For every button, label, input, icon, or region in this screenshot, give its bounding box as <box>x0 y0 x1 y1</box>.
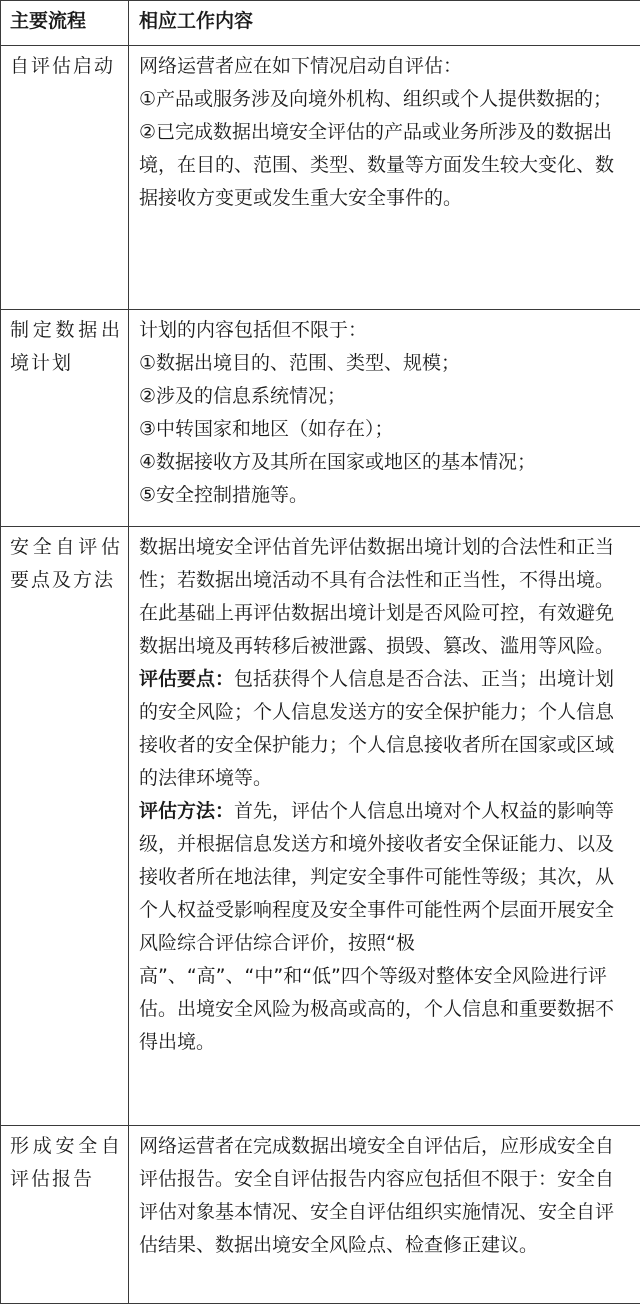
content-paragraph: 计划的内容包括但不限于： <box>139 314 632 347</box>
content-paragraph: 网络运营者应在如下情况启动自评估： <box>139 50 632 83</box>
stage-cell: 制定数据出境计划 <box>1 310 129 527</box>
stage-cell: 安全自评估要点及方法 <box>1 527 129 1126</box>
content-paragraph: ②已完成数据出境安全评估的产品或业务所涉及的数据出境，在目的、范围、类型、数量等方面发生较大变化、数据接收方变更或发生重大安全事件的。 <box>139 116 632 215</box>
assessment-methods-text: 首先，评估个人信息出境对个人权益的影响等级，并根据信息发送方和境外接收者安全保证能力、以及接收者所在地法律，判定安全事件可能性等级；其次，从个人权益受影响程度及安全事件可能性两个层面开展安全风险综合评估综合评价，按照“极高”、“高”、“中”和“低”四个等级对整体安全风险进行评估。出境安全风险为极高或高的，个人信息和重要数据不得出境。 <box>139 800 614 1053</box>
assessment-points-label: 评估要点： <box>139 668 234 690</box>
content-cell <box>129 310 640 527</box>
content-paragraph: 网络运营者在完成数据出境安全自评估后，应形成安全自评估报告。安全自评估报告内容应包括但不限于：安全自评估对象基本情况、安全自评估组织实施情况、安全自评估结果、数据出境安全风险点、检查修正建议。 <box>139 1130 632 1262</box>
header-work-content: 相应工作内容 <box>129 1 640 46</box>
table-row <box>1 1126 640 1304</box>
stage-cell: 形成安全自评估报告 <box>1 1126 129 1304</box>
content-paragraph: ①产品或服务涉及向境外机构、组织或个人提供数据的； <box>139 83 632 116</box>
content-paragraph: ①数据出境目的、范围、类型、规模； <box>139 347 632 380</box>
table-row <box>1 310 640 527</box>
header-main-process: 主要流程 <box>1 1 129 46</box>
assessment-points-text: 包括获得个人信息是否合法、正当；出境计划的安全风险；个人信息发送方的安全保护能力；个人信息接收者的安全保护能力；个人信息接收者所在国家或区域的法律环境等。 <box>139 668 614 789</box>
content-cell <box>129 1126 640 1304</box>
content-cell <box>129 527 640 1126</box>
table-row <box>1 527 640 1126</box>
content-cell <box>129 46 640 310</box>
content-paragraph <box>139 795 632 1059</box>
table-row <box>1 46 640 310</box>
content-paragraph: ③中转国家和地区（如存在）； <box>139 413 632 446</box>
content-paragraph: 数据出境安全评估首先评估数据出境计划的合法性和正当性；若数据出境活动不具有合法性和正当性，不得出境。在此基础上再评估数据出境计划是否风险可控，有效避免数据出境及再转移后被泄露、损毁、篡改、滥用等风险。 <box>139 531 632 663</box>
content-paragraph <box>139 663 632 795</box>
content-paragraph: ②涉及的信息系统情况； <box>139 380 632 413</box>
stage-cell: 自评估启动 <box>1 46 129 310</box>
content-paragraph: ④数据接收方及其所在国家或地区的基本情况； <box>139 446 632 479</box>
assessment-methods-label: 评估方法： <box>139 800 234 822</box>
content-paragraph: ⑤安全控制措施等。 <box>139 479 632 512</box>
header-row <box>1 1 640 46</box>
